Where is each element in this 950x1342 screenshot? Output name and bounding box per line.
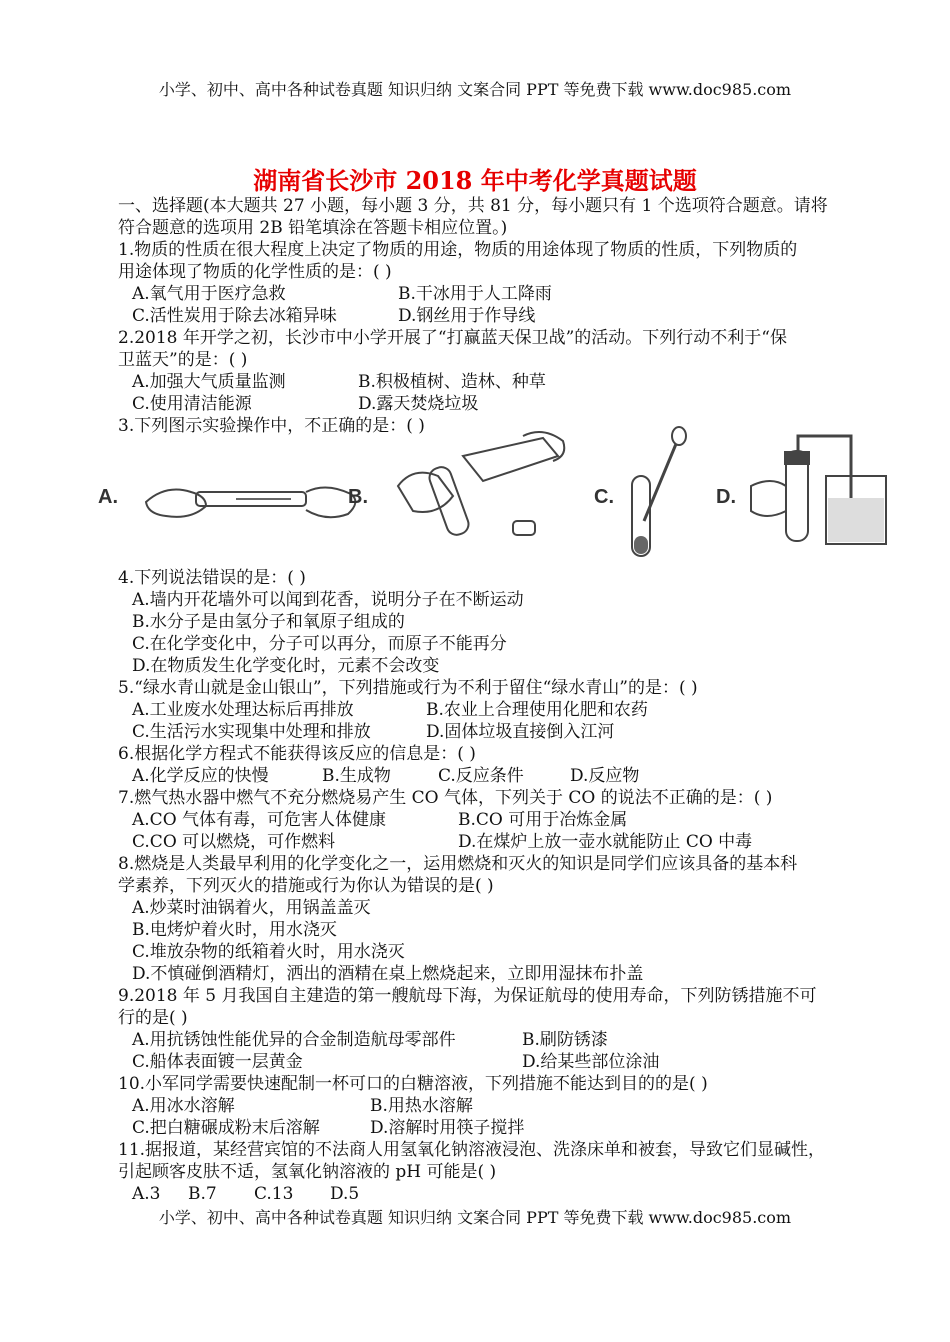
- figure-c-dropper-drawing: [624, 426, 704, 566]
- question-4-option-d: D.在物质发生化学变化时，元素不会改变: [132, 656, 440, 676]
- question-9-option-b: B.刷防锈漆: [522, 1030, 608, 1050]
- section-intro-line1: 一、选择题(本大题共 27 小题，每小题 3 分，共 81 分，每小题只有 1 个选项符合题意。请将: [118, 196, 828, 216]
- question-10-stem: 10.小军同学需要快速配制一杯可口的白糖溶液，下列措施不能达到目的的是( ): [118, 1074, 708, 1094]
- question-4-option-c: C.在化学变化中，分子可以再分，而原子不能再分: [132, 634, 507, 654]
- question-8-stem: 8.燃烧是人类最早利用的化学变化之一，运用燃烧和灭火的知识是同学们应该具备的基本科: [118, 854, 798, 874]
- question-5-option-a: A.工业废水处理达标后再排放: [132, 700, 354, 720]
- question-9-option-c: C.船体表面镀一层黄金: [132, 1052, 303, 1072]
- figure-d: [716, 432, 896, 566]
- page-footer: 小学、初中、高中各种试卷真题 知识归纳 文案合同 PPT 等免费下载 www.doc985.com: [158, 1208, 792, 1227]
- question-6-option-d: D.反应物: [570, 766, 640, 786]
- question-11-stem-cont: 引起顾客皮肤不适，氢氧化钠溶液的 pH 可能是( ): [118, 1162, 497, 1182]
- question-6-option-a: A.化学反应的快慢: [132, 766, 269, 786]
- question-2-stem: 2.2018 年开学之初，长沙市中小学开展了“打赢蓝天保卫战”的活动。下列行动不利于“保: [118, 328, 787, 348]
- figure-b: [348, 432, 583, 566]
- question-9-option-d: D.给某些部位涂油: [522, 1052, 660, 1072]
- question-2-option-a: A.加强大气质量监测: [132, 372, 286, 392]
- question-1-option-d: D.钢丝用于作导线: [398, 306, 536, 326]
- question-1-stem-cont: 用途体现了物质的化学性质的是：( ): [118, 262, 392, 282]
- figure-a-glass-tube-drawing: [136, 432, 366, 562]
- figure-b-label: B.: [348, 486, 368, 508]
- question-1-option-a: A.氧气用于医疗急救: [132, 284, 286, 304]
- question-4-option-b: B.水分子是由氢分子和氧原子组成的: [132, 612, 405, 632]
- question-8-stem-cont: 学素养，下列灭火的措施或行为你认为错误的是( ): [118, 876, 494, 896]
- question-5-option-b: B.农业上合理使用化肥和农药: [426, 700, 648, 720]
- question-6-option-c: C.反应条件: [438, 766, 524, 786]
- question-7-option-a: A.CO 气体有毒，可危害人体健康: [132, 810, 387, 830]
- question-4-stem: 4.下列说法错误的是：( ): [118, 568, 306, 588]
- question-10-option-d: D.溶解时用筷子搅拌: [370, 1118, 525, 1138]
- question-11-option-b: B.7: [188, 1184, 217, 1204]
- question-7-option-d: D.在煤炉上放一壶水就能防止 CO 中毒: [458, 832, 753, 852]
- question-8-option-a: A.炒菜时油锅着火，用锅盖盖灭: [132, 898, 371, 918]
- figure-c: [594, 432, 704, 566]
- question-10-option-c: C.把白糖碾成粉末后溶解: [132, 1118, 320, 1138]
- question-2-stem-cont: 卫蓝天”的是：( ): [118, 350, 248, 370]
- question-1-option-c: C.活性炭用于除去冰箱异味: [132, 306, 337, 326]
- question-11-option-c: C.13: [254, 1184, 294, 1204]
- figure-a: [98, 432, 366, 562]
- question-8-option-c: C.堆放杂物的纸箱着火时，用水浇灭: [132, 942, 405, 962]
- question-3-stem: 3.下列图示实验操作中，不正确的是：( ): [118, 416, 425, 436]
- question-5-option-d: D.固体垃圾直接倒入江河: [426, 722, 615, 742]
- question-11-stem: 11.据报道，某经营宾馆的不法商人用氢氧化钠溶液浸泡、洗涤床单和被套，导致它们显碱性，: [118, 1140, 826, 1160]
- page-header: 小学、初中、高中各种试卷真题 知识归纳 文案合同 PPT 等免费下载 www.doc985.com: [158, 80, 792, 99]
- question-7-option-b: B.CO 可用于冶炼金属: [458, 810, 628, 830]
- question-5-option-c: C.生活污水实现集中处理和排放: [132, 722, 371, 742]
- question-9-stem-cont: 行的是( ): [118, 1008, 188, 1028]
- figure-d-airtight-check-drawing: [746, 426, 896, 566]
- question-11-option-d: D.5: [330, 1184, 360, 1204]
- question-10-option-b: B.用热水溶解: [370, 1096, 473, 1116]
- section-intro-line2: 符合题意的选项用 2B 铅笔填涂在答题卡相应位置。): [118, 218, 508, 238]
- question-2-option-d: D.露天焚烧垃圾: [358, 394, 479, 414]
- question-9-option-a: A.用抗锈蚀性能优异的合金制造航母零部件: [132, 1030, 456, 1050]
- question-6-stem: 6.根据化学方程式不能获得该反应的信息是：( ): [118, 744, 476, 764]
- question-8-option-b: B.电烤炉着火时，用水浇灭: [132, 920, 337, 940]
- question-9-stem: 9.2018 年 5 月我国自主建造的第一艘航母下海，为保证航母的使用寿命，下列防锈措施不可: [118, 986, 817, 1006]
- figure-b-pouring-drawing: [393, 426, 583, 566]
- figure-c-label: C.: [594, 486, 614, 508]
- question-2-option-c: C.使用清洁能源: [132, 394, 252, 414]
- page-title: 湖南省长沙市 2018 年中考化学真题试题: [253, 166, 697, 195]
- question-8-option-d: D.不慎碰倒酒精灯，洒出的酒精在桌上燃烧起来，立即用湿抹布扑盖: [132, 964, 644, 984]
- question-10-option-a: A.用冰水溶解: [132, 1096, 235, 1116]
- question-1-option-b: B.干冰用于人工降雨: [398, 284, 552, 304]
- question-2-option-b: B.积极植树、造林、种草: [358, 372, 546, 392]
- question-1-stem: 1.物质的性质在很大程度上决定了物质的用途，物质的用途体现了物质的性质，下列物质的: [118, 240, 798, 260]
- question-5-stem: 5.“绿水青山就是金山银山”，下列措施或行为不利于留住“绿水青山”的是：( ): [118, 678, 698, 698]
- figure-a-label: A.: [98, 486, 118, 508]
- question-7-stem: 7.燃气热水器中燃气不充分燃烧易产生 CO 气体，下列关于 CO 的说法不正确的是：( ): [118, 788, 773, 808]
- question-7-option-c: C.CO 可以燃烧，可作燃料: [132, 832, 336, 852]
- question-11-option-a: A.3: [132, 1184, 161, 1204]
- question-4-option-a: A.墙内开花墙外可以闻到花香，说明分子在不断运动: [132, 590, 524, 610]
- question-6-option-b: B.生成物: [322, 766, 391, 786]
- figure-d-label: D.: [716, 486, 736, 508]
